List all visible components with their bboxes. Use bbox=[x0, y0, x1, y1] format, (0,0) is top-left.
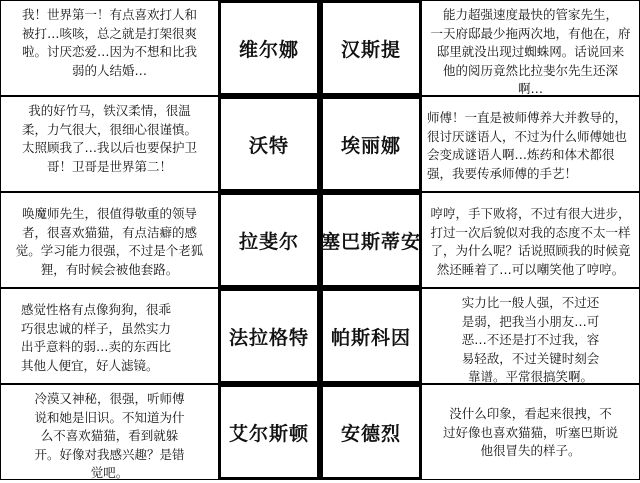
left-description: 感觉性格有点像狗狗，很乖 巧很忠诚的样子，虽然实力 出乎意料的弱…卖的东西比 其他人便宜，好人滤镜。 bbox=[21, 302, 172, 373]
right-description: 师傅！一直是被师傅养大并教导的， 很讨厌谜语人，不过为什么师傅她也 会变成谜语人啊…炼药和体术都很 强，我要传承师傅的手艺！ bbox=[427, 110, 628, 181]
left-name-cell bbox=[218, 384, 320, 480]
right-name-cell bbox=[320, 96, 422, 192]
left-name: 法拉格特 bbox=[228, 326, 309, 349]
table-row bbox=[0, 192, 640, 288]
right-description-cell bbox=[422, 288, 640, 384]
left-name-cell bbox=[218, 0, 320, 96]
table-row bbox=[0, 384, 640, 480]
table-row bbox=[0, 288, 640, 384]
left-description-cell bbox=[0, 192, 218, 288]
table-row bbox=[0, 96, 640, 192]
left-name: 拉斐尔 bbox=[238, 230, 299, 253]
left-name: 维尔娜 bbox=[238, 38, 299, 61]
right-description-cell bbox=[422, 96, 640, 192]
right-description-cell bbox=[422, 192, 640, 288]
right-name-cell bbox=[320, 192, 422, 288]
left-name-cell bbox=[218, 96, 320, 192]
left-description: 唤魔师先生，很值得敬重的领导 者，很喜欢猫猫，有点洁癖的感 觉。学习能力很强，不过是个老狐 狸，有时候会被他套路。 bbox=[15, 206, 204, 277]
right-name: 安德烈 bbox=[340, 422, 401, 445]
right-description-cell bbox=[422, 384, 640, 480]
left-name: 艾尔斯顿 bbox=[228, 422, 309, 445]
table-row bbox=[0, 0, 640, 96]
left-description: 我的好竹马，铁汉柔情，很温 柔，力气很大，很细心很谨慎。 太照顾我了…我以后也要保护卫 哥！卫哥是世界第二！ bbox=[21, 103, 197, 174]
right-description: 实力比一般人强，不过还 是弱，把我当小朋友…可 恶…不还是打不过我，容 易轻敌，不过关键时刻会 靠谱。平常很搞笑啊。 bbox=[461, 295, 600, 384]
left-description-cell bbox=[0, 0, 218, 96]
left-description-cell bbox=[0, 288, 218, 384]
left-name: 沃特 bbox=[248, 134, 289, 157]
left-name-cell bbox=[218, 192, 320, 288]
right-description: 没什么印象，看起来很拽，不 过好像也喜欢猫猫，听塞巴斯说 他很冒失的样子。 bbox=[442, 406, 618, 458]
right-name: 汉斯提 bbox=[340, 38, 401, 61]
right-name: 塞巴斯蒂安 bbox=[321, 230, 422, 253]
left-description: 冷漠又神秘，很强，听师傅 说和她是旧识。不知道为什 么不喜欢猫猫，看到就躲 开。好像对我感兴趣？是错 觉吧。 bbox=[34, 391, 185, 480]
right-name-cell bbox=[320, 288, 422, 384]
right-description: 哼哼，手下败将，不过有很大进步， 打过一次后貌似对我的态度不太一样 了，为什么呢？话说照顾我的时候竟 然还睡着了…可以嘲笑他了哼哼。 bbox=[430, 206, 631, 277]
left-description-cell bbox=[0, 384, 218, 480]
right-name: 帕斯科因 bbox=[330, 326, 411, 349]
left-description-cell bbox=[0, 96, 218, 192]
left-name-cell bbox=[218, 288, 320, 384]
right-name-cell bbox=[320, 384, 422, 480]
right-name: 埃丽娜 bbox=[340, 134, 401, 157]
left-description: 我！世界第一！有点喜欢打人和 被打…咳咳，总之就是打架很爽 啦。讨厌恋爱…因为不想和比我 弱的人结婚… bbox=[21, 7, 197, 78]
right-description-cell bbox=[422, 0, 640, 96]
right-description: 能力超强速度最快的管家先生， 一天府邸最少拖两次地，有他在，府 邸里就没出现过蜘蛛网。话说回来 他的阅历竟然比拉斐尔先生还深 啊… bbox=[430, 7, 631, 96]
right-name-cell bbox=[320, 0, 422, 96]
